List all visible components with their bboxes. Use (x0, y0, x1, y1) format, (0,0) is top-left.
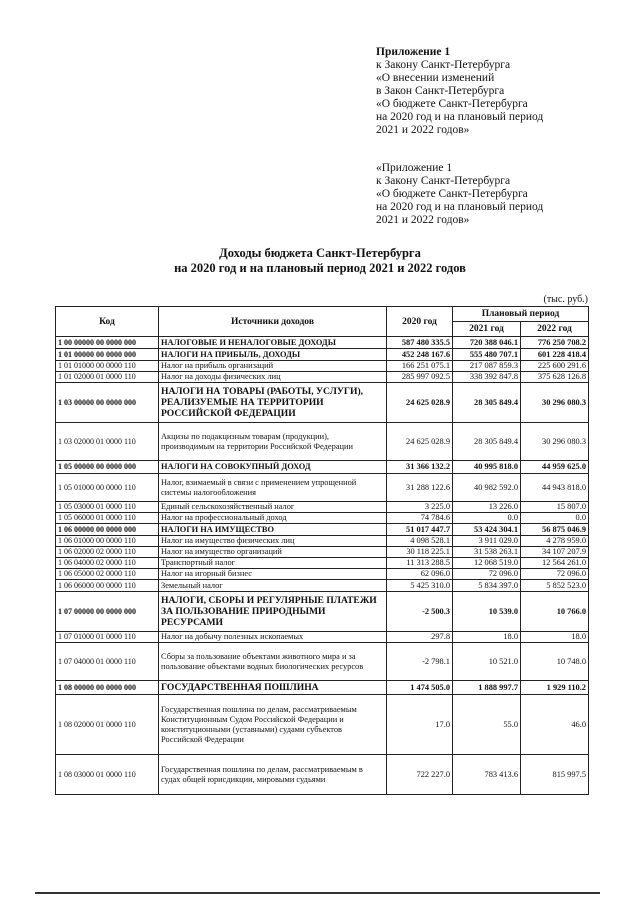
appendix-original-heading: «Приложение 1 (376, 162, 453, 174)
row-code: 1 06 01000 00 0000 110 (56, 536, 159, 547)
table-row (56, 474, 589, 502)
row-value-2021: 720 388 046.1 (453, 337, 521, 349)
row-source-name: Налог на игорный бизнес (159, 569, 387, 580)
appendix-heading: Приложение 1 (376, 46, 451, 58)
row-source-name: Налог на имущество физических лиц (159, 536, 387, 547)
row-value-2022: 15 807.0 (521, 502, 589, 513)
row-code: 1 06 00000 00 0000 000 (56, 524, 159, 536)
row-source-name: ГОСУДАРСТВЕННАЯ ПОШЛИНА (159, 681, 387, 695)
row-value-2022: 815 997.5 (521, 755, 589, 795)
row-source-name: Земельный налог (159, 580, 387, 592)
table-row (56, 632, 589, 643)
row-value-2020: 24 625 028.9 (387, 423, 453, 461)
row-source-name: НАЛОГИ НА ПРИБЫЛЬ, ДОХОДЫ (159, 349, 387, 361)
table-row (56, 337, 589, 349)
row-value-2020: 4 098 528.1 (387, 536, 453, 547)
row-value-2020: 297.8 (387, 632, 453, 643)
row-value-2020: 722 227.0 (387, 755, 453, 795)
table-row (56, 695, 589, 755)
table-row (56, 755, 589, 795)
row-code: 1 08 00000 00 0000 000 (56, 681, 159, 695)
row-value-2020: -2 798.1 (387, 643, 453, 681)
row-source-name: Транспортный налог (159, 558, 387, 569)
table-row (56, 361, 589, 372)
row-code: 1 01 02000 01 0000 110 (56, 372, 159, 383)
row-value-2022: 18.0 (521, 632, 589, 643)
row-value-2021: 72 096.0 (453, 569, 521, 580)
row-value-2021: 0.0 (453, 513, 521, 524)
row-value-2022: 4 278 959.0 (521, 536, 589, 547)
table-row (56, 349, 589, 361)
row-value-2020: 5 425 310.0 (387, 580, 453, 592)
appendix-line: 2021 и 2022 годов» (376, 124, 470, 136)
table-body (56, 337, 589, 795)
row-value-2020: 74 784.6 (387, 513, 453, 524)
row-source-name: Государственная пошлина по делам, рассматриваемым Конституционным Судом Российской Федерации и конституционными (уставными) судами субъектов Российской Федерации (159, 695, 387, 755)
row-value-2022: 56 875 046.9 (521, 524, 589, 536)
row-value-2021: 40 982 592.0 (453, 474, 521, 502)
row-value-2022: 12 564 261.0 (521, 558, 589, 569)
row-value-2020: 17.0 (387, 695, 453, 755)
row-value-2021: 338 392 847.8 (453, 372, 521, 383)
table-row (56, 547, 589, 558)
row-source-name: Налог на прибыль организаций (159, 361, 387, 372)
table-row (56, 592, 589, 632)
row-code: 1 05 03000 01 0000 110 (56, 502, 159, 513)
appendix-line: «О внесении изменений (376, 72, 495, 84)
row-value-2020: 11 313 288.5 (387, 558, 453, 569)
row-value-2021: 55.0 (453, 695, 521, 755)
table-row (56, 383, 589, 423)
row-value-2021: 40 995 818.0 (453, 461, 521, 474)
row-code: 1 03 02000 01 0000 110 (56, 423, 159, 461)
row-source-name: НАЛОГИ НА ИМУЩЕСТВО (159, 524, 387, 536)
row-value-2021: 10 539.0 (453, 592, 521, 632)
row-value-2021: 5 834 397.0 (453, 580, 521, 592)
row-value-2020: 31 288 122.6 (387, 474, 453, 502)
row-value-2022: 30 296 080.3 (521, 423, 589, 461)
table-row (56, 558, 589, 569)
row-value-2021: 13 226.0 (453, 502, 521, 513)
row-value-2020: 62 096.0 (387, 569, 453, 580)
row-value-2020: 1 474 505.0 (387, 681, 453, 695)
title-line: на 2020 год и на плановый период 2021 и 2022 годов (174, 261, 466, 275)
row-value-2020: 166 251 075.1 (387, 361, 453, 372)
row-code: 1 07 04000 01 0000 110 (56, 643, 159, 681)
appendix-line: «О бюджете Санкт-Петербурга (376, 188, 528, 200)
row-value-2022: 1 929 110.2 (521, 681, 589, 695)
appendix-line: к Закону Санкт-Петербурга (376, 59, 511, 71)
row-value-2021: 217 087 859.3 (453, 361, 521, 372)
row-value-2020: 51 017 447.7 (387, 524, 453, 536)
row-code: 1 05 06000 01 0000 110 (56, 513, 159, 524)
row-code: 1 06 02000 02 0000 110 (56, 547, 159, 558)
table-row (56, 461, 589, 474)
table-row (56, 643, 589, 681)
row-value-2022: 30 296 080.3 (521, 383, 589, 423)
appendix-original-note (376, 162, 616, 227)
header-code: Код (56, 307, 159, 337)
appendix-line: 2021 и 2022 годов» (376, 214, 470, 226)
row-source-name: НАЛОГИ, СБОРЫ И РЕГУЛЯРНЫЕ ПЛАТЕЖИ ЗА ПОЛЬЗОВАНИЕ ПРИРОДНЫМИ РЕСУРСАМИ (159, 592, 387, 632)
row-value-2022: 44 943 818.0 (521, 474, 589, 502)
row-value-2021: 18.0 (453, 632, 521, 643)
footer-divider (35, 892, 600, 894)
row-source-name: НАЛОГОВЫЕ И НЕНАЛОГОВЫЕ ДОХОДЫ (159, 337, 387, 349)
header-2020: 2020 год (387, 307, 453, 337)
row-value-2021: 28 305 849.4 (453, 383, 521, 423)
row-value-2021: 31 538 263.1 (453, 547, 521, 558)
row-value-2022: 601 228 418.4 (521, 349, 589, 361)
table-row (56, 524, 589, 536)
row-code: 1 05 01000 00 0000 110 (56, 474, 159, 502)
title-line: Доходы бюджета Санкт-Петербурга (219, 246, 421, 260)
row-value-2020: 452 248 167.6 (387, 349, 453, 361)
row-value-2022: 225 600 291.6 (521, 361, 589, 372)
row-value-2020: -2 500.3 (387, 592, 453, 632)
row-source-name: Налог на профессиональный доход (159, 513, 387, 524)
row-code: 1 07 01000 01 0000 110 (56, 632, 159, 643)
row-value-2021: 12 068 519.0 (453, 558, 521, 569)
table-row (56, 513, 589, 524)
header-2021: 2021 год (453, 322, 521, 337)
row-value-2021: 53 424 304.1 (453, 524, 521, 536)
header-source: Источники доходов (159, 307, 387, 337)
header-2022: 2022 год (521, 322, 589, 337)
table-row (56, 569, 589, 580)
row-source-name: Единый сельскохозяйственный налог (159, 502, 387, 513)
row-source-name: Налог на доходы физических лиц (159, 372, 387, 383)
row-source-name: Акцизы по подакцизным товарам (продукции), производимым на территории Российской Федерации (159, 423, 387, 461)
table-row (56, 423, 589, 461)
row-value-2020: 3 225.0 (387, 502, 453, 513)
row-code: 1 06 04000 02 0000 110 (56, 558, 159, 569)
row-code: 1 01 00000 00 0000 000 (56, 349, 159, 361)
row-code: 1 08 02000 01 0000 110 (56, 695, 159, 755)
row-source-name: НАЛОГИ НА ТОВАРЫ (РАБОТЫ, УСЛУГИ), РЕАЛИЗУЕМЫЕ НА ТЕРРИТОРИИ РОССИЙСКОЙ ФЕДЕРАЦИИ (159, 383, 387, 423)
row-value-2022: 44 959 625.0 (521, 461, 589, 474)
appendix-note (376, 46, 616, 137)
row-value-2020: 24 625 028.9 (387, 383, 453, 423)
row-value-2020: 31 366 132.2 (387, 461, 453, 474)
row-value-2022: 5 852 523.0 (521, 580, 589, 592)
row-code: 1 08 03000 01 0000 110 (56, 755, 159, 795)
row-source-name: НАЛОГИ НА СОВОКУПНЫЙ ДОХОД (159, 461, 387, 474)
unit-note: (тыс. руб.) (543, 294, 588, 305)
table-row (56, 580, 589, 592)
row-value-2022: 72 096.0 (521, 569, 589, 580)
row-value-2021: 3 911 029.0 (453, 536, 521, 547)
row-value-2021: 555 480 707.1 (453, 349, 521, 361)
row-code: 1 03 00000 00 0000 000 (56, 383, 159, 423)
row-value-2020: 587 480 335.5 (387, 337, 453, 349)
row-value-2022: 46.0 (521, 695, 589, 755)
row-source-name: Налог на имущество организаций (159, 547, 387, 558)
row-code: 1 00 00000 00 0000 000 (56, 337, 159, 349)
revenue-table (55, 306, 589, 795)
appendix-line: на 2020 год и на плановый период (376, 201, 544, 213)
row-value-2022: 34 107 207.9 (521, 547, 589, 558)
row-source-name: Налог, взимаемый в связи с применением упрощенной системы налогообложения (159, 474, 387, 502)
row-value-2022: 0.0 (521, 513, 589, 524)
row-value-2022: 375 628 126.8 (521, 372, 589, 383)
row-code: 1 01 01000 00 0000 110 (56, 361, 159, 372)
appendix-line: на 2020 год и на плановый период (376, 111, 544, 123)
table-row (56, 536, 589, 547)
appendix-line: в Закон Санкт-Петербурга (376, 85, 505, 97)
row-code: 1 06 05000 02 0000 110 (56, 569, 159, 580)
row-code: 1 06 06000 00 0000 110 (56, 580, 159, 592)
row-source-name: Сборы за пользование объектами животного мира и за пользование объектами водных биологических ресурсов (159, 643, 387, 681)
row-source-name: Налог на добычу полезных ископаемых (159, 632, 387, 643)
row-value-2021: 783 413.6 (453, 755, 521, 795)
table-row (56, 502, 589, 513)
appendix-line: к Закону Санкт-Петербурга (376, 175, 511, 187)
row-value-2022: 776 250 708.2 (521, 337, 589, 349)
row-source-name: Государственная пошлина по делам, рассматриваемым в судах общей юрисдикции, мировыми судьями (159, 755, 387, 795)
row-value-2020: 30 118 225.1 (387, 547, 453, 558)
row-value-2021: 10 521.0 (453, 643, 521, 681)
row-code: 1 07 00000 00 0000 000 (56, 592, 159, 632)
document-title (0, 246, 640, 276)
row-value-2021: 1 888 997.7 (453, 681, 521, 695)
row-code: 1 05 00000 00 0000 000 (56, 461, 159, 474)
row-value-2020: 285 997 092.5 (387, 372, 453, 383)
row-value-2022: 10 766.0 (521, 592, 589, 632)
table-row (56, 681, 589, 695)
row-value-2021: 28 305 849.4 (453, 423, 521, 461)
header-planned-period: Плановый период (453, 307, 589, 322)
appendix-line: «О бюджете Санкт-Петербурга (376, 98, 528, 110)
table-row (56, 372, 589, 383)
row-value-2022: 10 748.0 (521, 643, 589, 681)
